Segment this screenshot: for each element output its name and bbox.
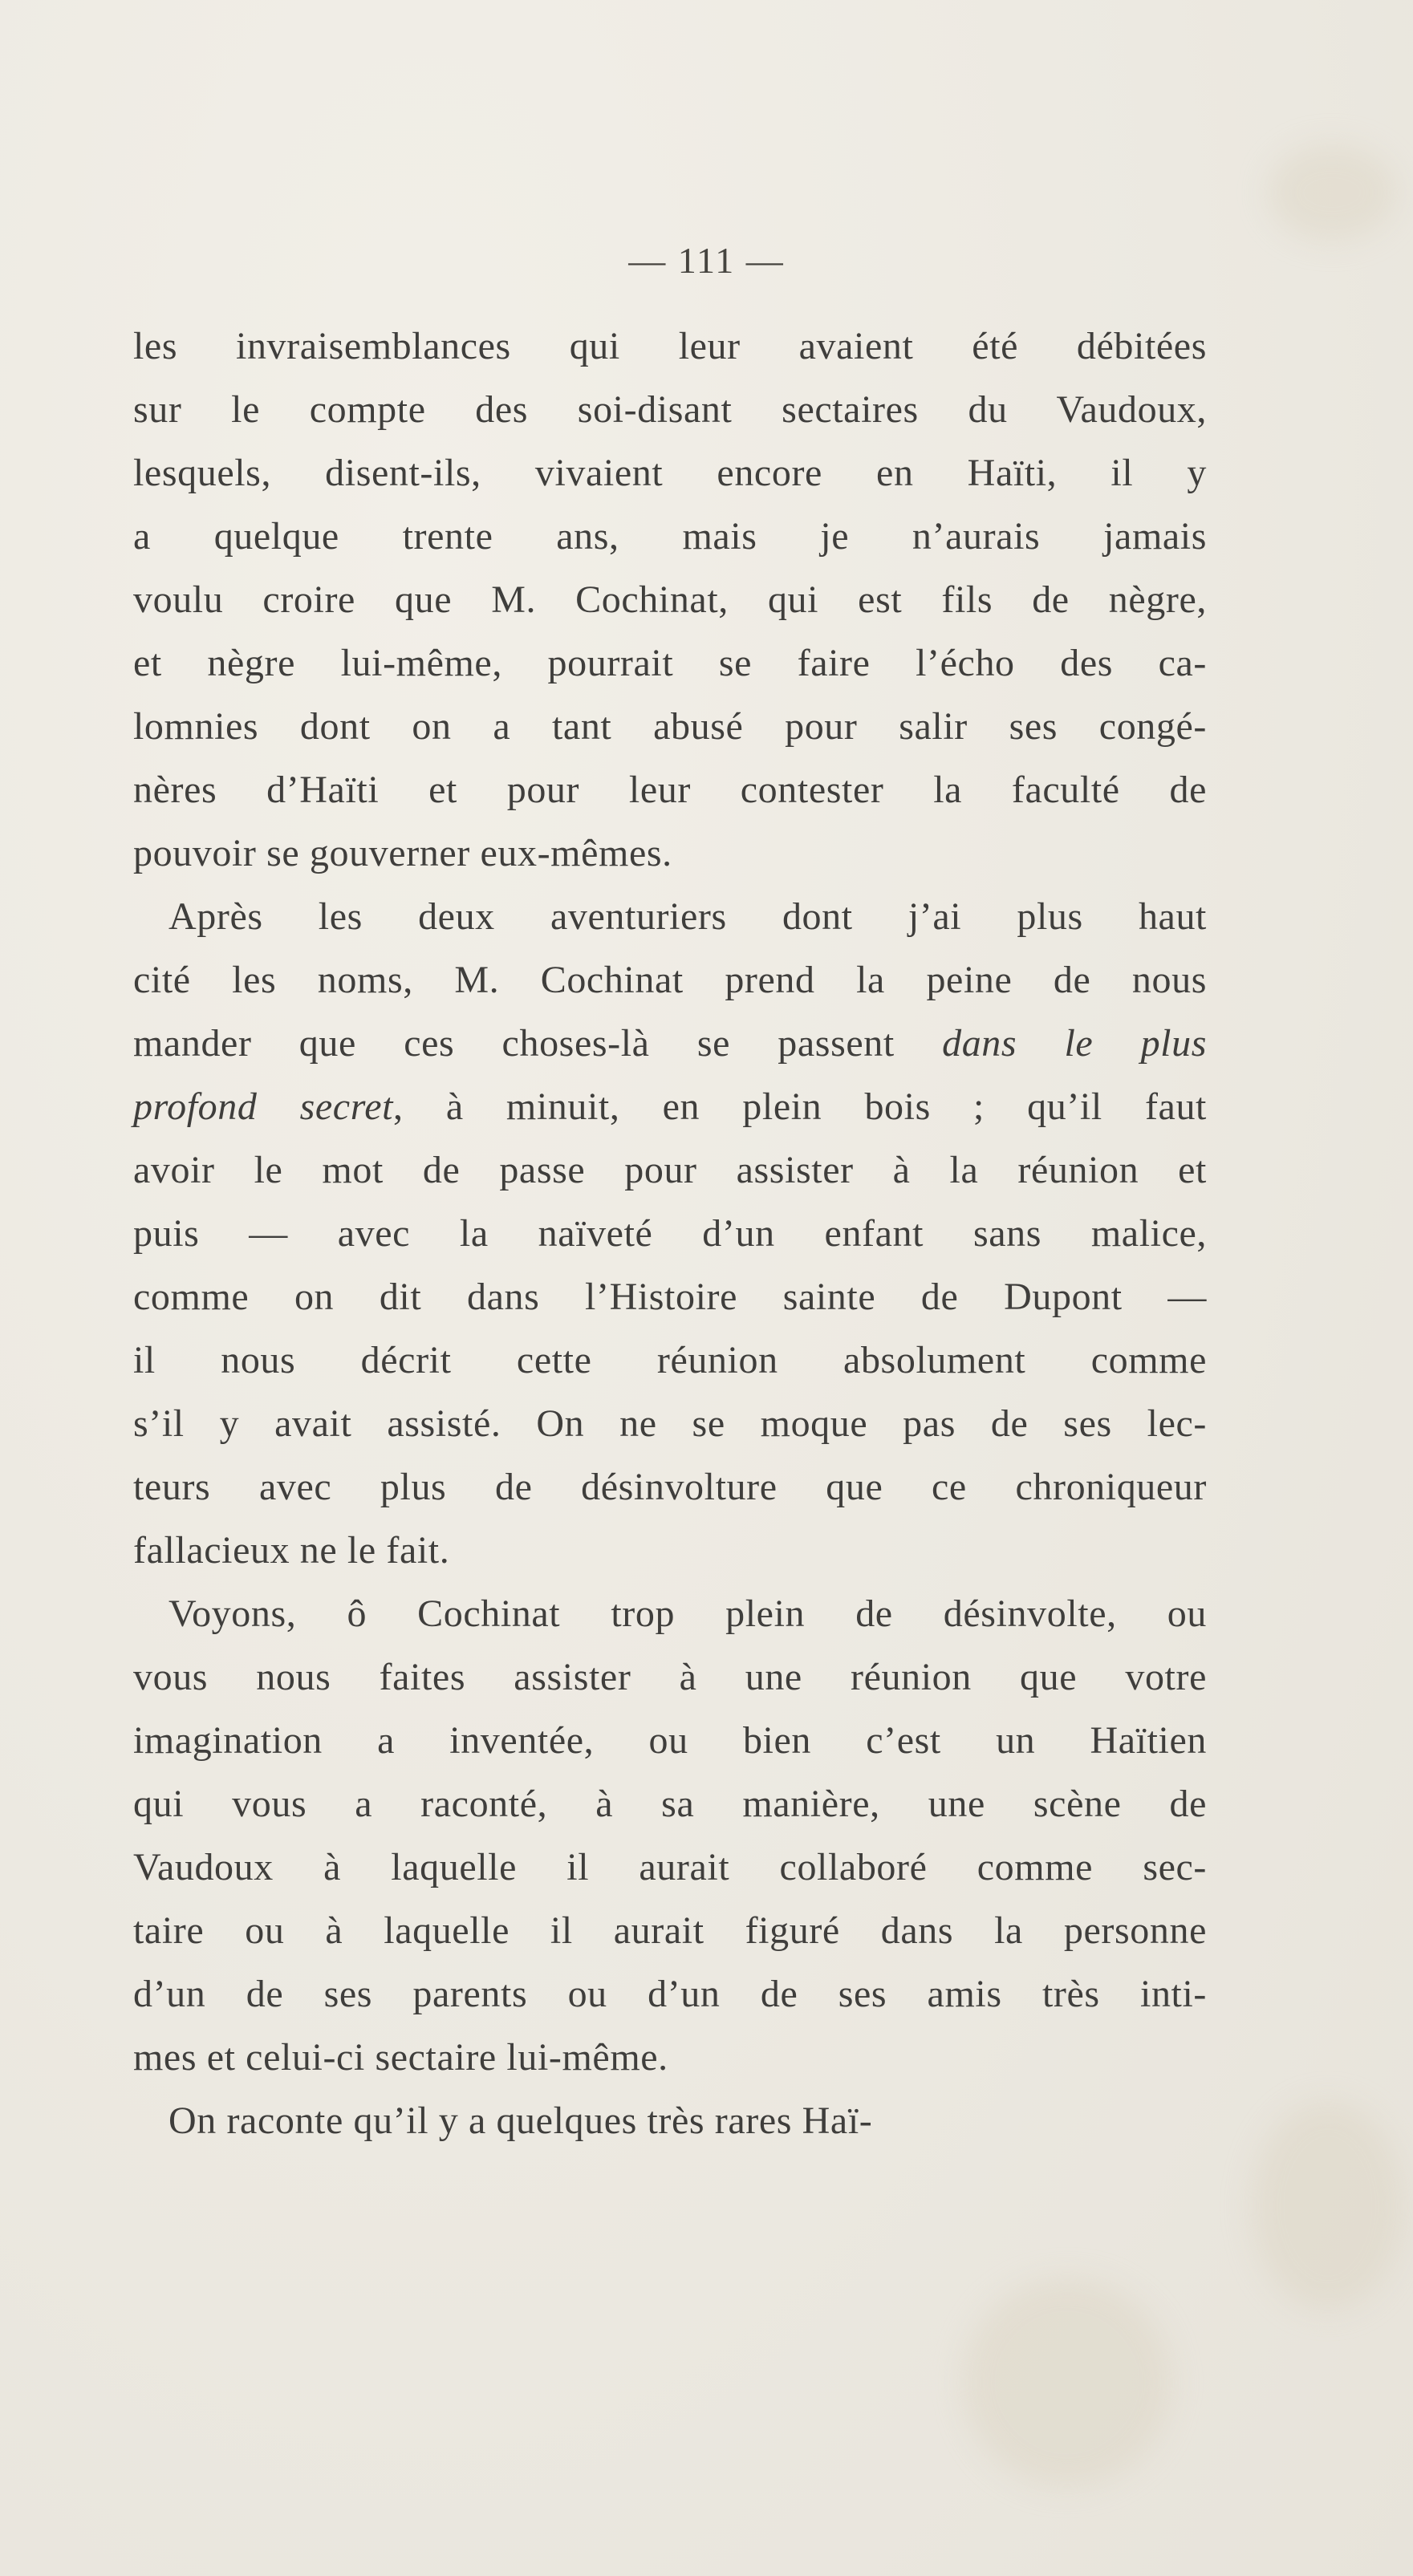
text-line [133, 1012, 1207, 1075]
text-line: Après les deux aventuriers dont j’ai plus haut [169, 895, 1207, 938]
text-line: qui vous a raconté, à sa manière, une scène de [133, 1783, 1207, 1825]
italic-text: profond secret [133, 1085, 394, 1128]
text-line: cité les noms, M. Cochinat prend la peine de nous [133, 959, 1207, 1001]
text-line: Voyons, ô Cochinat trop plein de désinvolte, ou [169, 1592, 1207, 1635]
paper-stain [1252, 2102, 1404, 2310]
text-line: Vaudoux à laquelle il aurait collaboré comme sec- [133, 1846, 1207, 1888]
text-line: nères d’Haïti et pour leur contester la faculté de [133, 769, 1207, 811]
paper-stain [963, 2278, 1171, 2487]
text-line: imagination a inventée, ou bien c’est un Haïtien [133, 1719, 1207, 1762]
text-line: vous nous faites assister à une réunion que votre [133, 1656, 1207, 1698]
paper-stain [1268, 144, 1396, 241]
text-line: comme on dit dans l’Histoire sainte de Dupont — [133, 1276, 1207, 1318]
text-line: mes et celui-ci sectaire lui-même. [133, 2036, 668, 2079]
text-line: s’il y avait assisté. On ne se moque pas de ses lec- [133, 1402, 1207, 1445]
text-line: teurs avec plus de désinvolture que ce chroniqueur [133, 1466, 1207, 1508]
text-line: avoir le mot de passe pour assister à la réunion et [133, 1149, 1207, 1191]
text-run: mander que ces choses-là se passent [133, 1022, 943, 1065]
text-line: pouvoir se gouverner eux-mêmes. [133, 832, 672, 874]
text-line: puis — avec la naïveté d’un enfant sans malice, [133, 1212, 1207, 1255]
text-run: , à minuit, en plein bois ; qu’il faut [393, 1085, 1207, 1128]
text-line: a quelque trente ans, mais je n’aurais jamais [133, 515, 1207, 558]
text-line [133, 1075, 1207, 1138]
text-line: taire ou à laquelle il aurait figuré dans la personne [133, 1909, 1207, 1952]
text-line: lomnies dont on a tant abusé pour salir ses congé- [133, 705, 1207, 748]
text-line: et nègre lui-même, pourrait se faire l’écho des ca- [133, 642, 1207, 684]
page-number: — 111 — [628, 240, 785, 281]
text-line: il nous décrit cette réunion absolument comme [133, 1339, 1207, 1381]
text-line: sur le compte des soi-disant sectaires du Vaudoux, [133, 388, 1207, 431]
text-line: fallacieux ne le fait. [133, 1529, 450, 1572]
text-line: On raconte qu’il y a quelques très rares Haï- [169, 2099, 873, 2142]
italic-text: dans le plus [942, 1022, 1207, 1065]
text-line: les invraisemblances qui leur avaient été débitées [133, 325, 1207, 367]
text-line: voulu croire que M. Cochinat, qui est fils de nègre, [133, 578, 1207, 621]
body-text [133, 314, 1207, 2152]
text-line: d’un de ses parents ou d’un de ses amis très inti- [133, 1973, 1207, 2015]
text-line: lesquels, disent-ils, vivaient encore en Haïti, il y [133, 452, 1207, 494]
